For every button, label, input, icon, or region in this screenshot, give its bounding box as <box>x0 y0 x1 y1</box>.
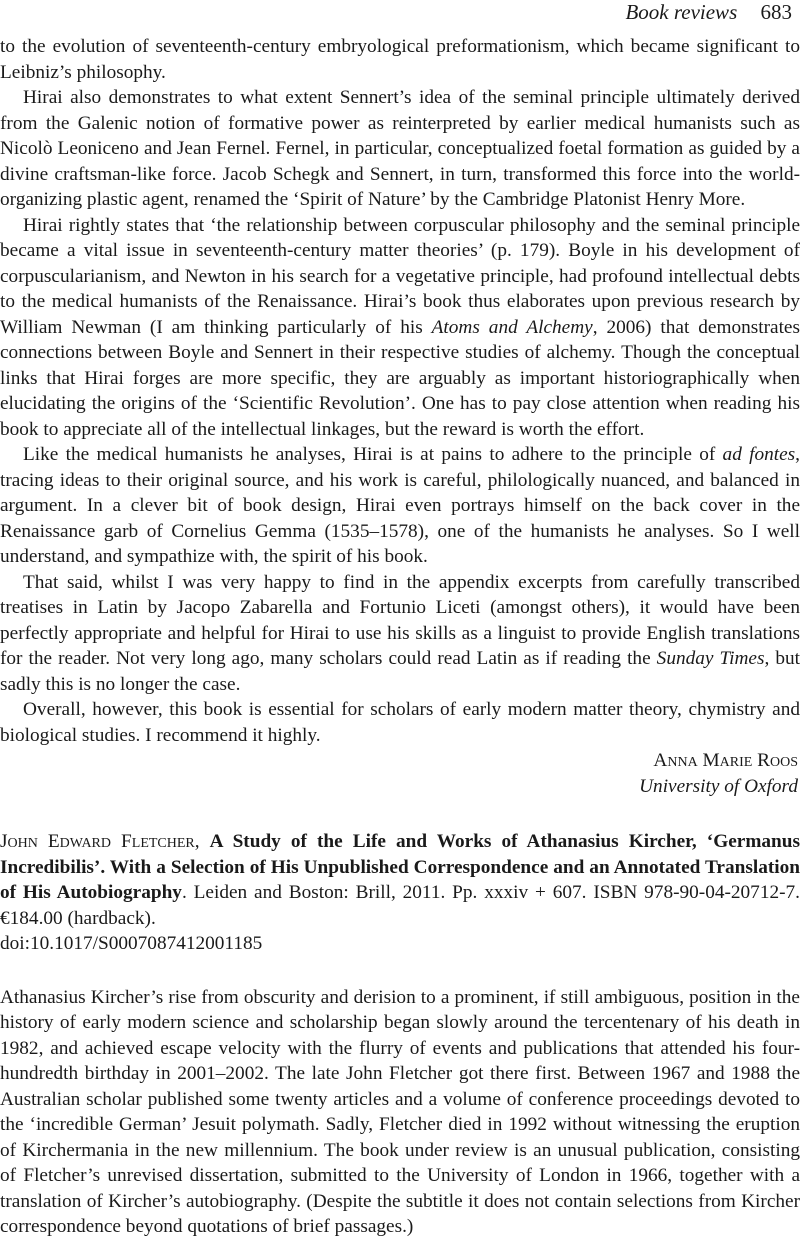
review2-paragraph-1: Athanasius Kircher’s rise from obscurity and derision to a prominent, if still ambiguous, position in the history of early modern science and scholarship began slowly around the tercentenary of his death in 1982, and achieved escape velocity with the flurry of events and publications that attended his four-hundredth birthday in 2001–2002. The late John Fletcher got there first. Between 1967 and 1988 the Australian scholar published some twenty articles and a volume of conference proceedings devoted to the ‘incredible German’ Jesuit polymath. Sadly, Fletcher died in 1992 without witnessing the eruption of Kirchermania in the new millennium. The book under review is an unusual publication, consisting of Fletcher’s unrevised dissertation, submitted to the University of London in 1966, together with a translation of Kircher’s autobiography. (Despite the subtitle it does not contain selections from Kircher correspondence beyond quotations of brief passages.) <box>0 986 800 1237</box>
review1-paragraph-3 <box>0 442 800 570</box>
review1-paragraph-2 <box>0 213 800 443</box>
page-number: 683 <box>760 0 792 24</box>
review1-paragraph-4-text-b: , but sadly this is no longer the case. <box>0 648 800 695</box>
review1-paragraph-2-text-b: , 2006) that demonstrates connections between Boyle and Sennert in their respective studies of alchemy. Though the conceptual links that Hirai forges are more specific, they are arguably as important historiographically when elucidating the origins of the ‘Scientific Revolution’. One has to pay close attention when reading his book to appreciate all of the intellectual linkages, but the reward is worth the effort. <box>0 316 800 440</box>
review1-paragraph-continued: to the evolution of seventeenth-century embryological preformationism, which became significant to Leibniz’s philosophy. <box>0 36 800 83</box>
review2-book-citation: John Edward Fletcher, A Study of the Life and Works of Athanasius Kircher, ‘Germanus Incredibilis’. With a Selection of His Unpublished Correspondence and an Annotated Translation of His Autobiography. Leiden and Boston: Brill, 2011. Pp. xxxiv + 607. ISBN 978-90-04-20712-7. €184.00 (hardback). <box>0 831 800 929</box>
review1-paragraph-2-text-a: Hirai rightly states that ‘the relationship between corpuscular philosophy and the seminal principle became a vital issue in seventeenth-century matter theories’ (p. 179). Boyle in his development of corpuscularianism, and Newton in his search for a vegetative principle, had profound intellectual debts to the medical humanists of the Renaissance. Hirai’s book thus elaborates upon previous research by William Newman (I am thinking particularly of his <box>0 214 800 338</box>
reviewer-affiliation: University of Oxford <box>639 775 798 797</box>
review1-paragraph-1: Hirai also demonstrates to what extent Sennert’s idea of the seminal principle ultimately derived from the Galenic notion of formative power as reinterpreted by earlier medical humanists such as Nicolò Leoniceno and Jean Fernel. Fernel, in particular, conceptualized foetal formation as guided by a divine craftsman-like force. Jacob Schegk and Sennert, in turn, transformed this force into the world-organizing plastic agent, renamed the ‘Spirit of Nature’ by the Cambridge Platonist Henry More. <box>0 87 800 210</box>
review2-doi: doi:10.1017/S0007087412001185 <box>0 933 263 954</box>
review1-paragraph-3-text-b: , tracing ideas to their original source, and his work is careful, philologically nuanced, and balanced in argument. In a clever bit of book design, Hirai even portrays himself on the back cover in the Renaissance garb of Cornelius Gemma (1535–1578), one of the humanists he analyses. So I well understand, and sympathize with, the spirit of his book. <box>0 444 800 567</box>
review1-paragraph-4 <box>0 570 800 698</box>
running-head <box>625 0 792 26</box>
review2-book-author: John Edward Fletcher <box>0 831 195 852</box>
newspaper-sunday-times: Sunday Times <box>656 648 765 669</box>
review1-paragraph-4-text-a: That said, whilst I was very happy to find in the appendix excerpts from carefully transcribed treatises in Latin by Jacopo Zabarella and Fortunio Liceti (amongst others), it would have been perfectly appropriate and helpful for Hirai to use his skills as a linguist to provide English translations for the reader. Not very long ago, many scholars could read Latin as if reading the <box>0 571 800 669</box>
reviewer-signature <box>0 748 800 799</box>
review1-paragraph-3-text-a: Like the medical humanists he analyses, Hirai is at pains to adhere to the principle of <box>23 444 723 465</box>
book-title-atoms-and-alchemy: Atoms and Alchemy <box>431 316 593 338</box>
review2-publication-details: . Leiden and Boston: Brill, 2011. Pp. xxxiv + 607. ISBN 978-90-04-20712-7. €184.00 (hardback). <box>0 882 800 929</box>
page-content <box>0 34 800 1240</box>
reviewer-name: Anna Marie Roos <box>653 750 798 771</box>
phrase-ad-fontes: ad fontes <box>722 444 796 465</box>
review2-book-title: A Study of the Life and Works of Athanasius Kircher, ‘Germanus Incredibilis’. With a Selection of His Unpublished Correspondence and an Annotated Translation of His Autobiography <box>0 831 800 903</box>
running-head-section-title: Book reviews <box>625 0 738 24</box>
review1-paragraph-5: Overall, however, this book is essential for scholars of early modern matter theory, chymistry and biological studies. I recommend it highly. <box>0 699 800 746</box>
